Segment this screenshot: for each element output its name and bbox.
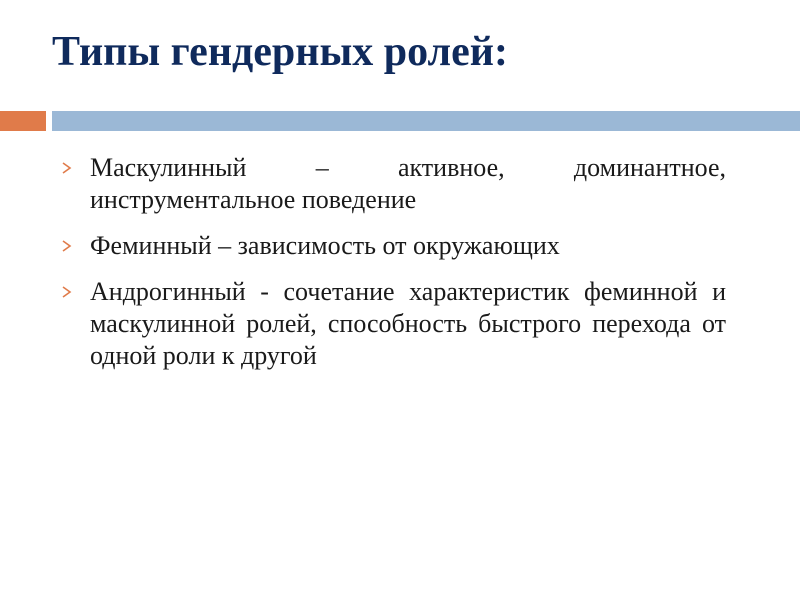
title-underline-bar — [52, 111, 800, 131]
bullet-text: Андрогинный - сочетание характеристик феминной и маскулинной ролей, способность быстрого перехода от одной роли к другой — [90, 277, 726, 370]
chevron-right-icon — [60, 285, 74, 299]
list-item — [60, 276, 726, 372]
accent-bar — [0, 111, 46, 131]
bullet-list — [60, 152, 726, 386]
bullet-text: Маскулинный – активное, доминантное, инструментальное поведение — [90, 153, 726, 214]
slide-title: Типы гендерных ролей: — [52, 29, 508, 75]
chevron-right-icon — [60, 161, 74, 175]
bullet-text: Феминный – зависимость от окружающих — [90, 231, 560, 260]
chevron-right-icon — [60, 239, 74, 253]
list-item — [60, 230, 726, 262]
list-item — [60, 152, 726, 216]
